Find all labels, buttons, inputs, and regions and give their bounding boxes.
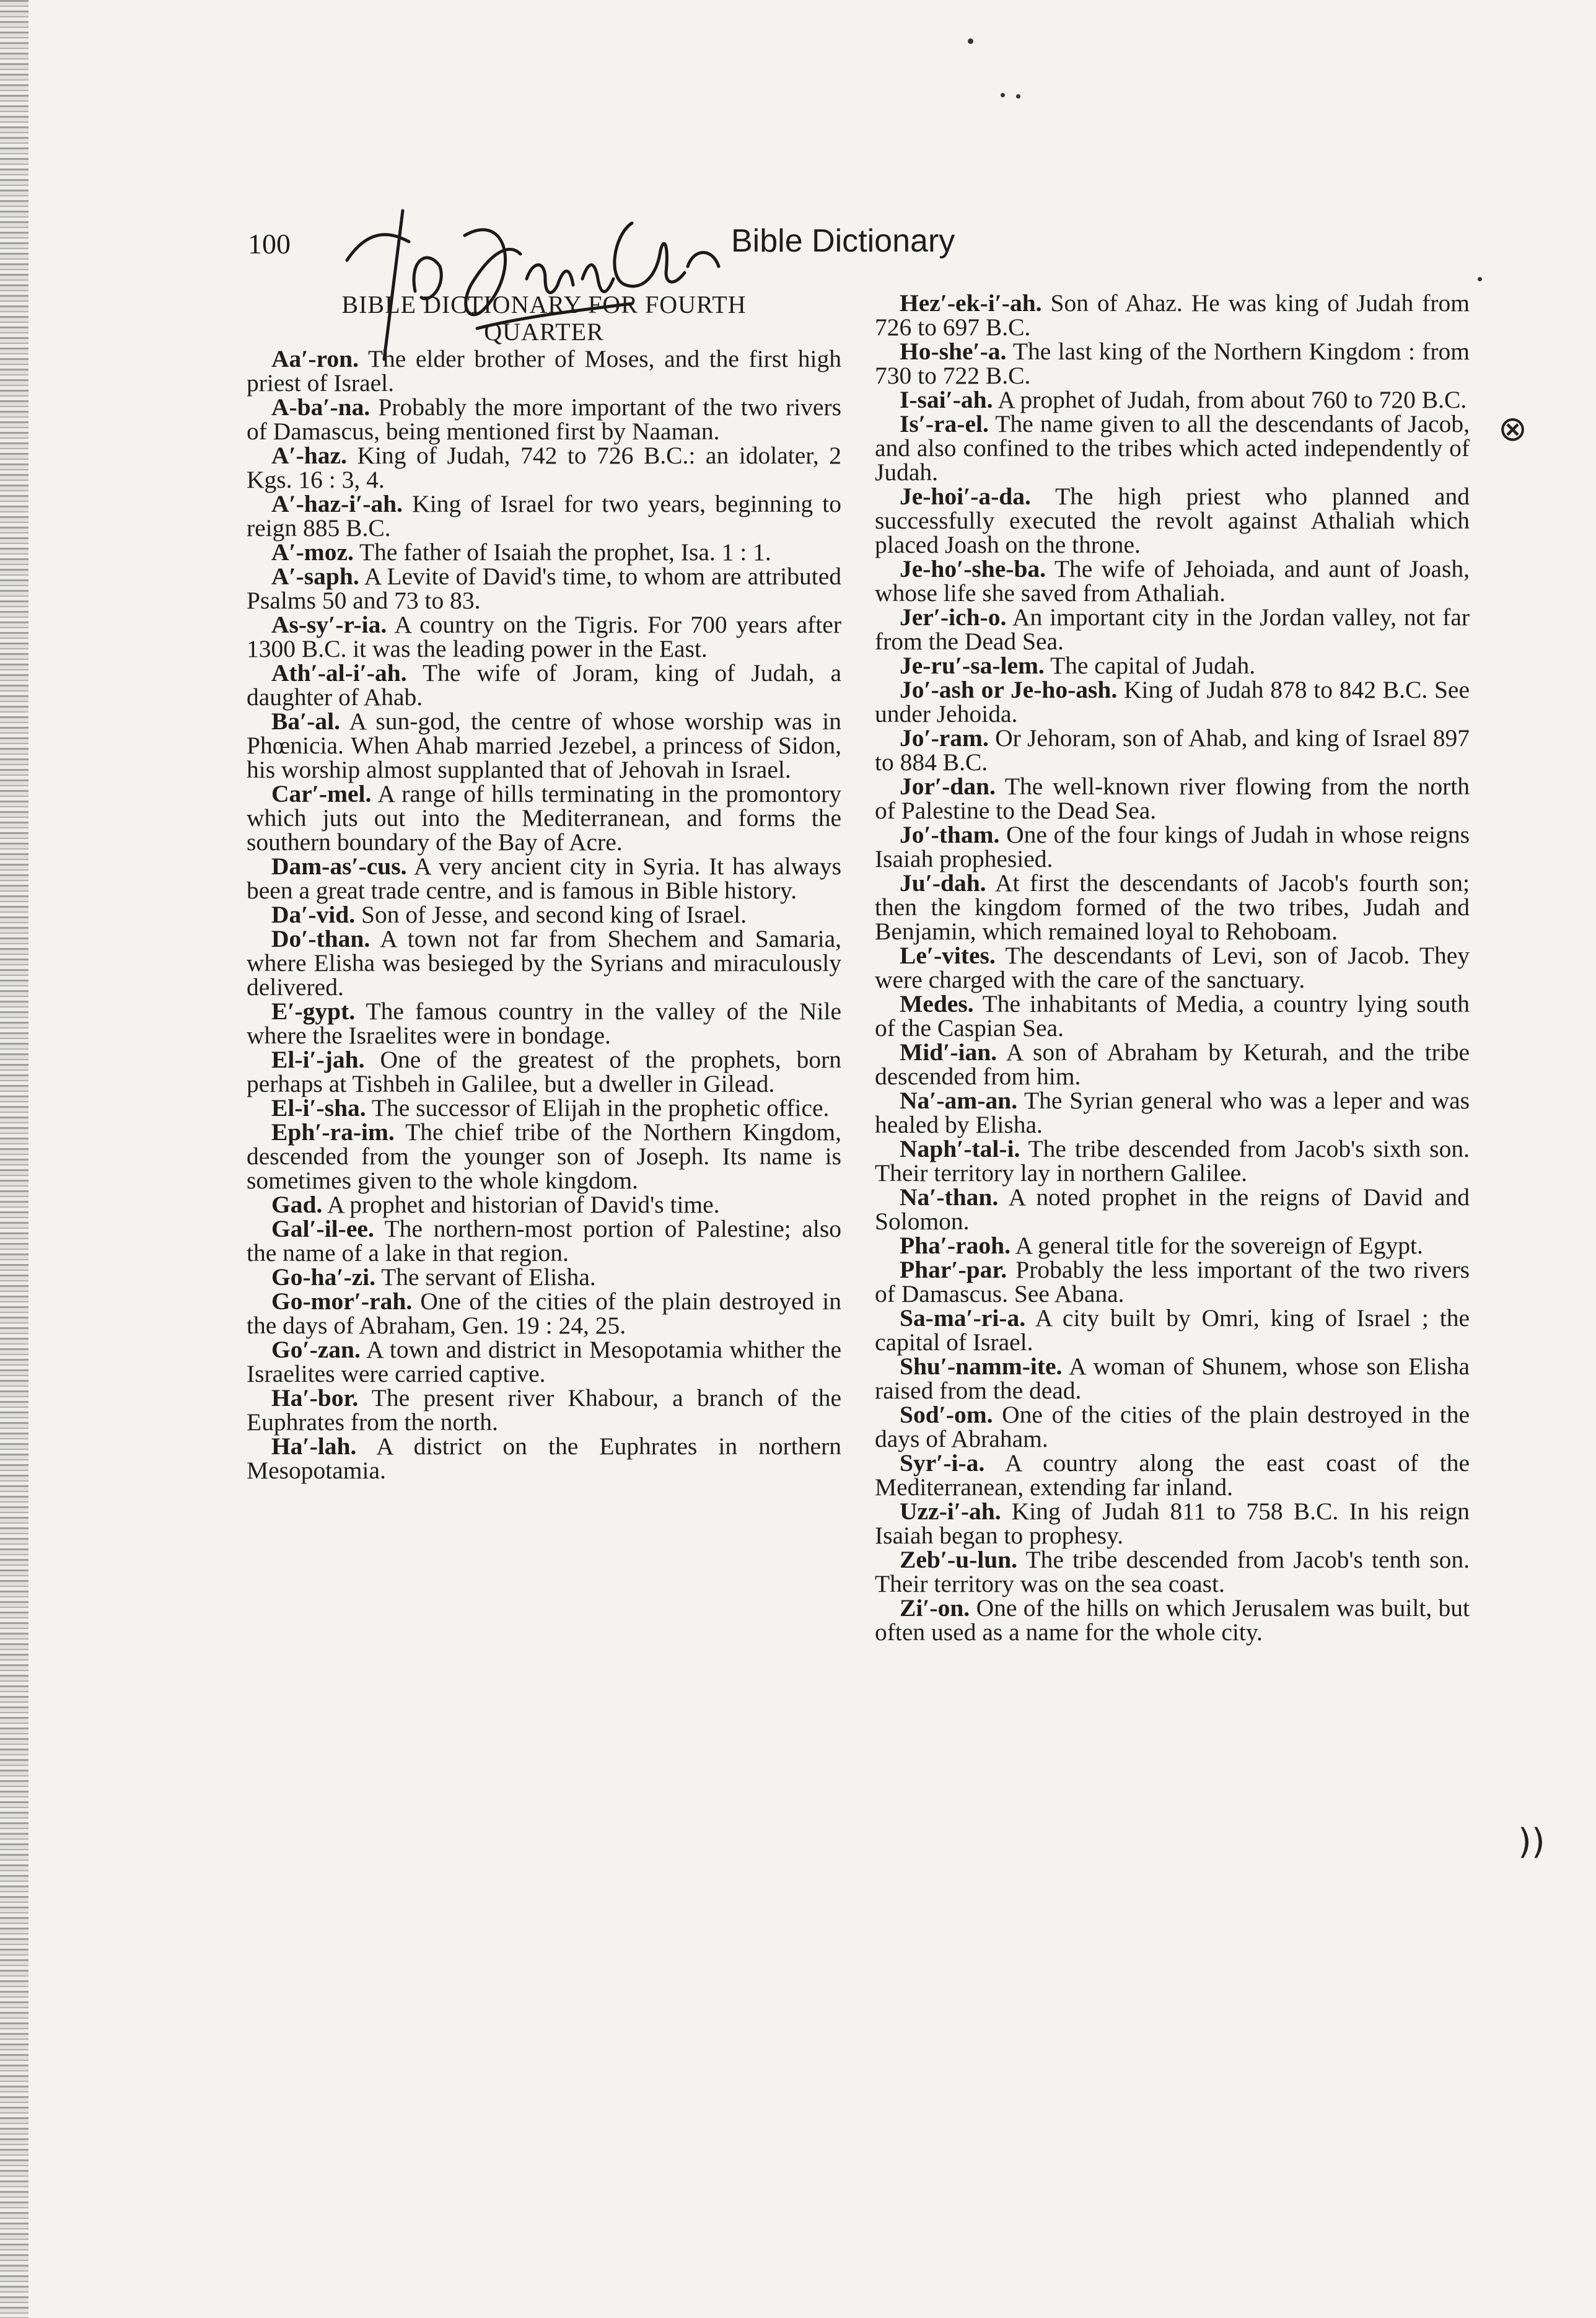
binding-edge — [0, 0, 28, 2318]
entry-definition: The well-known river flowing from the north of Palestine to the Dead Sea. — [875, 773, 1470, 824]
dictionary-entry — [875, 654, 1470, 678]
entry-term: Zeb′-u-lun. — [900, 1546, 1018, 1573]
dictionary-entry — [247, 1217, 841, 1265]
right-entry-list — [875, 291, 1470, 1644]
speck-mark — [968, 38, 973, 44]
dictionary-entry — [247, 903, 841, 927]
dictionary-entry — [247, 927, 841, 999]
dictionary-entry — [247, 1289, 841, 1338]
dictionary-entry — [875, 1354, 1470, 1403]
entry-term: I-sai′-ah. — [900, 386, 993, 413]
dictionary-entry — [875, 678, 1470, 726]
entry-definition: A prophet of Judah, from about 760 to 720 B.C. — [998, 386, 1467, 413]
entry-term: Ho-she′-a. — [900, 338, 1007, 365]
dictionary-entry — [247, 1193, 841, 1217]
dictionary-entry — [247, 1120, 841, 1193]
entry-term: Gal′-il-ee. — [271, 1215, 374, 1242]
entry-term: Ju′-dah. — [900, 869, 986, 897]
entry-term: Jo′-tham. — [900, 821, 1000, 848]
entry-definition: The high priest who planned and successfully executed the revolt against Athaliah which placed Joash on the throne. — [875, 483, 1470, 558]
dictionary-entry — [247, 395, 841, 444]
entry-term: Zi′-on. — [900, 1594, 970, 1622]
entry-definition: The chief tribe of the Northern Kingdom, descended from the younger son of Joseph. Its name is sometimes given to the whole kingdom. — [247, 1118, 841, 1194]
entry-definition: The wife of Jehoiada, and aunt of Joash, whose life she saved from Athaliah. — [875, 555, 1470, 607]
entry-definition: The northern-most portion of Palestine; also the name of a lake in that region. — [247, 1215, 841, 1267]
dictionary-entry — [875, 557, 1470, 605]
dictionary-entry — [247, 492, 841, 540]
dictionary-entry — [247, 1265, 841, 1289]
dictionary-entry — [247, 999, 841, 1048]
dictionary-entry — [247, 782, 841, 854]
dictionary-entry — [875, 1234, 1470, 1258]
entry-definition: A noted prophet in the reigns of David and Solomon. — [875, 1183, 1470, 1235]
dictionary-entry — [875, 1596, 1470, 1644]
dictionary-entry — [875, 1403, 1470, 1451]
entry-definition: King of Judah 878 to 842 B.C. See under Jehoida. — [875, 676, 1470, 727]
entry-definition: One of the four kings of Judah in whose reigns Isaiah prophesied. — [875, 821, 1470, 872]
dictionary-entry — [875, 726, 1470, 775]
entry-term: Medes. — [900, 990, 974, 1017]
dictionary-entry — [247, 1096, 841, 1120]
entry-definition: The servant of Elisha. — [381, 1263, 596, 1291]
entry-term: Ba′-al. — [271, 708, 340, 735]
entry-definition: A son of Abraham by Keturah, and the tribe descended from him. — [875, 1038, 1470, 1090]
entry-definition: The elder brother of Moses, and the first high priest of Israel. — [247, 345, 841, 397]
entry-definition: Probably the more important of the two rivers of Damascus, being mentioned first by Naaman. — [247, 393, 841, 445]
entry-definition: A district on the Euphrates in northern Mesopotamia. — [247, 1433, 841, 1484]
entry-definition: The present river Khabour, a branch of the Euphrates from the north. — [247, 1384, 841, 1436]
entry-term: Eph′-ra-im. — [271, 1118, 395, 1146]
entry-definition: The tribe descended from Jacob's sixth son. Their territory lay in northern Galilee. — [875, 1135, 1470, 1187]
entry-term: El-i′-sha. — [271, 1094, 366, 1122]
entry-term: A′-haz-i′-ah. — [271, 490, 403, 517]
section-title-line-2: QUARTER — [484, 318, 604, 346]
entry-definition: A town not far from Shechem and Samaria, where Elisha was besieged by the Syrians and miraculously delivered. — [247, 925, 841, 1001]
entry-definition: A city built by Omri, king of Israel ; the capital of Israel. — [875, 1304, 1470, 1356]
entry-term: Jo′-ram. — [900, 724, 989, 752]
entry-definition: Or Jehoram, son of Ahab, and king of Israel 897 to 884 B.C. — [875, 724, 1470, 776]
dictionary-entry — [875, 992, 1470, 1040]
entry-term: Da′-vid. — [271, 901, 356, 928]
entry-term: A′-haz. — [271, 442, 347, 469]
entry-term: Je-ru′-sa-lem. — [900, 652, 1045, 679]
entry-term: Mid′-ian. — [900, 1038, 998, 1066]
dictionary-entry — [875, 1185, 1470, 1234]
entry-definition: The father of Isaiah the prophet, Isa. 1 : 1. — [359, 538, 771, 566]
dictionary-entry — [875, 605, 1470, 654]
entry-term: As-sy′-r-ia. — [271, 611, 387, 638]
entry-definition: King of Judah 811 to 758 B.C. In his reign Isaiah began to prophesy. — [875, 1498, 1470, 1549]
dictionary-entry — [247, 444, 841, 492]
entry-term: Go-ha′-zi. — [271, 1263, 375, 1291]
entry-term: Is′-ra-el. — [900, 410, 989, 437]
dictionary-entry — [247, 1048, 841, 1096]
dictionary-entry — [247, 661, 841, 709]
entry-definition: A country on the Tigris. For 700 years after 1300 B.C. it was the leading power in the East. — [247, 611, 841, 662]
left-column — [247, 291, 841, 1483]
dictionary-entry — [875, 1137, 1470, 1185]
entry-definition: An important city in the Jordan valley, not far from the Dead Sea. — [875, 604, 1470, 655]
entry-term: Gad. — [271, 1191, 323, 1218]
dictionary-entry — [875, 1089, 1470, 1137]
entry-definition: A Levite of David's time, to whom are attributed Psalms 50 and 73 to 83. — [247, 563, 841, 614]
dictionary-entry — [875, 291, 1470, 340]
speck-mark — [1001, 93, 1005, 97]
entry-term: Dam-as′-cus. — [271, 853, 407, 880]
dictionary-entry — [875, 388, 1470, 412]
margin-scribble-mark: )) — [1518, 1822, 1545, 1862]
entry-definition: A woman of Shunem, whose son Elisha raised from the dead. — [875, 1353, 1470, 1404]
running-title: Bible Dictionary — [731, 223, 955, 259]
entry-definition: One of the hills on which Jerusalem was built, but often used as a name for the whole city. — [875, 1594, 1470, 1646]
dictionary-entry — [875, 1451, 1470, 1499]
entry-term: Na′-am-an. — [900, 1087, 1017, 1114]
entry-definition: King of Israel for two years, beginning to reign 885 B.C. — [247, 490, 841, 542]
dictionary-entry — [875, 871, 1470, 944]
entry-definition: At first the descendants of Jacob's fourth son; then the kingdom formed of the two tribes, Judah and Benjamin, which remained loyal to Rehoboam. — [875, 869, 1470, 945]
margin-circle-mark: ⊗ — [1498, 409, 1527, 449]
entry-term: Ha′-lah. — [271, 1433, 357, 1460]
entry-definition: The famous country in the valley of the Nile where the Israelites were in bondage. — [247, 998, 841, 1049]
page-number: 100 — [248, 228, 291, 260]
entry-term: A-ba′-na. — [271, 393, 370, 421]
entry-term: Hez′-ek-i′-ah. — [900, 289, 1042, 317]
dictionary-entry — [875, 340, 1470, 388]
entry-definition: Son of Jesse, and second king of Israel. — [361, 901, 747, 928]
dictionary-entry — [247, 564, 841, 613]
dictionary-entry — [875, 412, 1470, 485]
entry-term: Phar′-par. — [900, 1256, 1007, 1283]
entry-definition: A sun-god, the centre of whose worship was in Phœnicia. When Ahab married Jezebel, a princess of Sidon, his worship almost supplanted that of Jehovah in Israel. — [247, 708, 841, 783]
left-entry-list — [247, 347, 841, 1483]
entry-definition: A prophet and historian of David's time. — [327, 1191, 720, 1218]
dictionary-entry — [247, 1434, 841, 1483]
dictionary-entry — [247, 347, 841, 395]
entry-definition: One of the greatest of the prophets, born perhaps at Tishbeh in Galilee, but a dweller in Gilead. — [247, 1046, 842, 1097]
dictionary-entry — [875, 1499, 1470, 1548]
dictionary-entry — [875, 1258, 1470, 1306]
entry-term: Jor′-dan. — [900, 773, 996, 800]
entry-definition: A very ancient city in Syria. It has always been a great trade centre, and is famous in Bible history. — [247, 853, 841, 904]
entry-term: Car′-mel. — [271, 780, 372, 807]
entry-term: Je-ho′-she-ba. — [900, 555, 1046, 582]
entry-term: Je-hoi′-a-da. — [900, 483, 1031, 510]
dictionary-entry — [247, 613, 841, 661]
dictionary-entry — [875, 775, 1470, 823]
dictionary-entry — [247, 540, 841, 564]
entry-term: Sod′-om. — [900, 1401, 993, 1428]
entry-definition: The last king of the Northern Kingdom : from 730 to 722 B.C. — [875, 338, 1470, 389]
entry-definition: Probably the less important of the two rivers of Damascus. See Abana. — [875, 1256, 1470, 1307]
entry-definition: One of the cities of the plain destroyed in the days of Abraham, Gen. 19 : 24, 25. — [247, 1288, 842, 1339]
entry-term: Go-mor′-rah. — [271, 1288, 413, 1315]
entry-term: Jo′-ash or Je-ho-ash. — [900, 676, 1118, 703]
dictionary-entry — [875, 944, 1470, 992]
dictionary-entry — [247, 1338, 841, 1386]
entry-definition: The tribe descended from Jacob's tenth son. Their territory was on the sea coast. — [875, 1546, 1470, 1597]
entry-term: Syr′-i-a. — [900, 1449, 985, 1477]
section-title — [247, 291, 841, 346]
entry-definition: King of Judah, 742 to 726 B.C.: an idolater, 2 Kgs. 16 : 3, 4. — [247, 442, 842, 493]
right-column — [875, 291, 1470, 1644]
entry-term: Do′-than. — [271, 925, 370, 952]
entry-term: Aa′-ron. — [271, 345, 359, 372]
entry-term: Na′-than. — [900, 1183, 999, 1211]
entry-term: Ha′-bor. — [271, 1384, 359, 1411]
entry-term: Naph′-tal-i. — [900, 1135, 1020, 1162]
entry-term: A′-moz. — [271, 538, 354, 566]
entry-definition: The wife of Joram, king of Judah, a daughter of Ahab. — [247, 659, 841, 711]
entry-term: Ath′-al-i′-ah. — [271, 659, 407, 687]
section-title-line-1: BIBLE DICTIONARY FOR FOURTH — [341, 291, 747, 318]
entry-term: Le′-vites. — [900, 942, 996, 969]
entry-definition: The name given to all the descendants of Jacob, and also confined to the tribes which acted independently of Judah. — [875, 410, 1470, 486]
entry-definition: One of the cities of the plain destroyed in the days of Abraham. — [875, 1401, 1470, 1452]
entry-definition: A range of hills terminating in the promontory which juts out into the Mediterranean, and forms the southern boundary of the Bay of Acre. — [247, 780, 841, 856]
entry-term: Jer′-ich-o. — [900, 604, 1007, 631]
dictionary-entry — [875, 1040, 1470, 1089]
entry-definition: The descendants of Levi, son of Jacob. They were charged with the care of the sanctuary. — [875, 942, 1470, 993]
speck-mark — [1478, 277, 1482, 281]
entry-term: Pha′-raoh. — [900, 1232, 1011, 1259]
entry-term: Sa-ma′-ri-a. — [900, 1304, 1026, 1332]
entry-definition: The capital of Judah. — [1050, 652, 1256, 679]
dictionary-entry — [875, 485, 1470, 557]
entry-term: A′-saph. — [271, 563, 359, 590]
entry-term: Uzz-i′-ah. — [900, 1498, 1001, 1525]
entry-definition: A general title for the sovereign of Egypt. — [1015, 1232, 1423, 1259]
entry-term: Shu′-namm-ite. — [900, 1353, 1063, 1380]
entry-definition: A country along the east coast of the Mediterranean, extending far inland. — [875, 1449, 1470, 1501]
entry-definition: The Syrian general who was a leper and was healed by Elisha. — [875, 1087, 1470, 1138]
entry-term: E′-gypt. — [271, 998, 356, 1025]
dictionary-entry — [247, 854, 841, 903]
entry-term: Go′-zan. — [271, 1336, 361, 1363]
dictionary-entry — [875, 1306, 1470, 1354]
dictionary-entry — [875, 823, 1470, 871]
dictionary-entry — [875, 1548, 1470, 1596]
entry-definition: A town and district in Mesopotamia whither the Israelites were carried captive. — [247, 1336, 841, 1387]
speck-mark — [1016, 94, 1020, 99]
entry-term: El-i′-jah. — [271, 1046, 365, 1073]
dictionary-entry — [247, 1386, 841, 1434]
entry-definition: Son of Ahaz. He was king of Judah from 726 to 697 B.C. — [875, 289, 1470, 341]
entry-definition: The successor of Elijah in the prophetic office. — [371, 1094, 830, 1122]
entry-definition: The inhabitants of Media, a country lying south of the Caspian Sea. — [875, 990, 1470, 1042]
dictionary-entry — [247, 709, 841, 782]
